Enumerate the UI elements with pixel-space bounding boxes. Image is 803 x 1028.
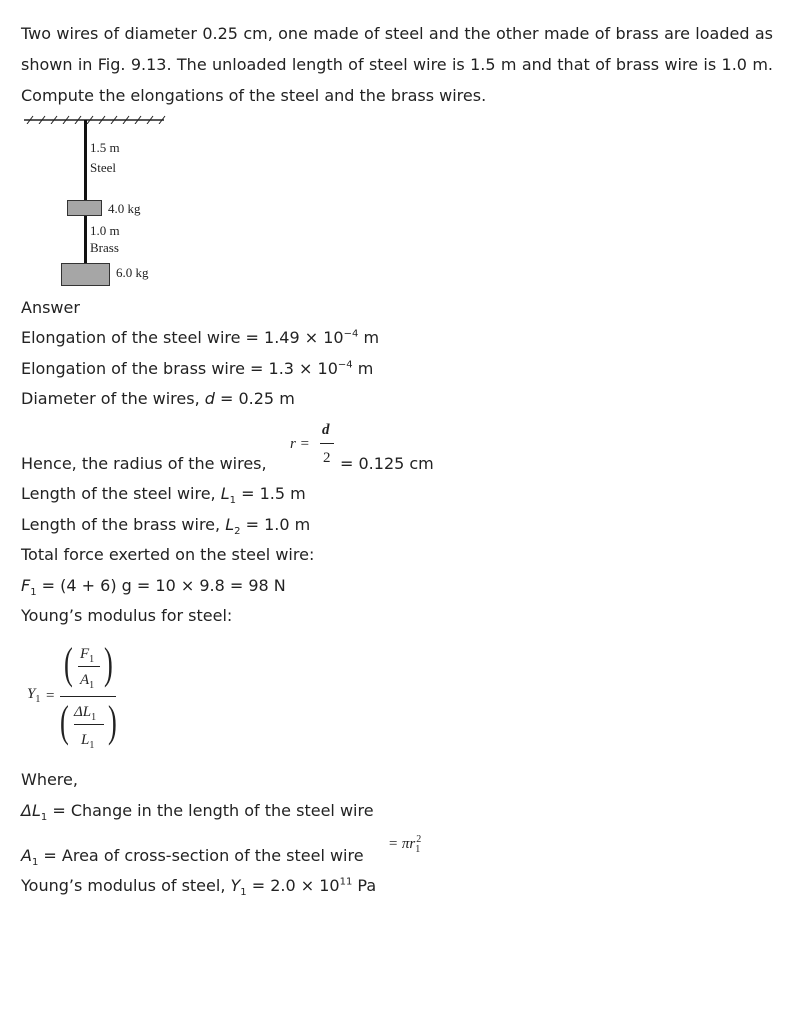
steel-length-label: 1.5 m bbox=[90, 140, 120, 155]
area-formula: = $\pi r_1^2$ bbox=[388, 834, 422, 855]
diameter-line: Diameter of the wires, d = 0.25 m bbox=[21, 389, 295, 408]
steel-elongation: Elongation of the steel wire = $1.49 \times 10^{-4}$ m bbox=[21, 328, 380, 347]
question-text: Two wires of diameter 0.25 cm, one made of steel and the other made of brass are loaded as shown in Fig. 9.13. The unloaded length of steel wire is 1.5 m and that of brass wire is 1.0 m. Compute the elongations of the steel and the brass wires. bbox=[21, 24, 773, 105]
young-steel-line: Young’s modulus of steel, $Y_1 = 2.0 \times 10^{11}$ Pa bbox=[21, 876, 377, 899]
area-definition: $A_1$ = Area of cross-section of the steel wire bbox=[21, 846, 364, 869]
brass-label: Brass bbox=[90, 240, 119, 255]
where-label: Where, bbox=[21, 770, 78, 789]
radius-line: Hence, the radius of the wires, bbox=[21, 454, 267, 473]
force-line: $F_1 = (4 + 6) g = 10 \times 9.8 = 98$ N bbox=[21, 576, 286, 599]
steel-length-line: Length of the steel wire, $L_1 = 1.5$ m bbox=[21, 484, 306, 507]
answer-heading: Answer bbox=[21, 298, 80, 317]
brass-mass-block bbox=[61, 263, 110, 286]
brass-wire bbox=[84, 216, 87, 264]
delta-definition: $\Delta L_1$ = Change in the length of the steel wire bbox=[21, 801, 374, 824]
steel-mass-label: 4.0 kg bbox=[108, 201, 141, 216]
young-formula: $Y_1$ = ( $F_1$ $A_1$ ) ( $\Delta L_1$ $L_1$ ) bbox=[27, 639, 117, 751]
steel-mass-block bbox=[67, 200, 102, 216]
page: Two wires of diameter 0.25 cm, one made of steel and the other made of brass are loaded as shown in Fig. 9.13. The unloaded length of steel wire is 1.5 m and that of brass wire is 1.0 m. Compute the elongations of the steel and the brass wires. 1.5 m Steel 4.0 kg 1.0 m Brass 6.0 kg Answer Elongation of the steel wire = $1.49 \times 10^{-4}$ m Elongation of the brass wire = $1.3 \times 10^{-4}$ m Diameter of the wires, d = 0.25 m Hence, the radius of the wires, r = d 2 = 0.125 cm Length of the steel wire, $L_1 = 1.5$ m Length of the brass wire, $L_2 = 1.0$ m Total force exerted on the steel wire: $F_1 = (4 + 6) g = 10 \times 9.8 = 98$ N Young’s modulus for steel: $Y_1$ = ( $F_1$ $A_1$ ) ( $\Delta L_1$ $L_1$ ) Where, $\Delta L_1$ = Change in the length of the steel wire $A_1$ = Area of cross-section of the steel wire = $\pi r_1^2$ Young’s modulus of steel, $Y_1 = 2.0 \times 10^{11}$ Pa bbox=[0, 0, 803, 1028]
figure-wires bbox=[20, 112, 180, 292]
brass-length-label: 1.0 m bbox=[90, 223, 120, 238]
brass-mass-label: 6.0 kg bbox=[116, 265, 149, 280]
young-heading: Young’s modulus for steel: bbox=[21, 606, 233, 625]
ceiling-hatch bbox=[24, 112, 169, 124]
radius-value: = 0.125 cm bbox=[340, 454, 434, 473]
force-heading: Total force exerted on the steel wire: bbox=[21, 545, 315, 564]
brass-length-line: Length of the brass wire, $L_2 = 1.0$ m bbox=[21, 515, 311, 538]
brass-elongation: Elongation of the brass wire = $1.3 \times 10^{-4}$ m bbox=[21, 359, 374, 378]
steel-wire bbox=[84, 120, 87, 202]
steel-label: Steel bbox=[90, 160, 116, 175]
